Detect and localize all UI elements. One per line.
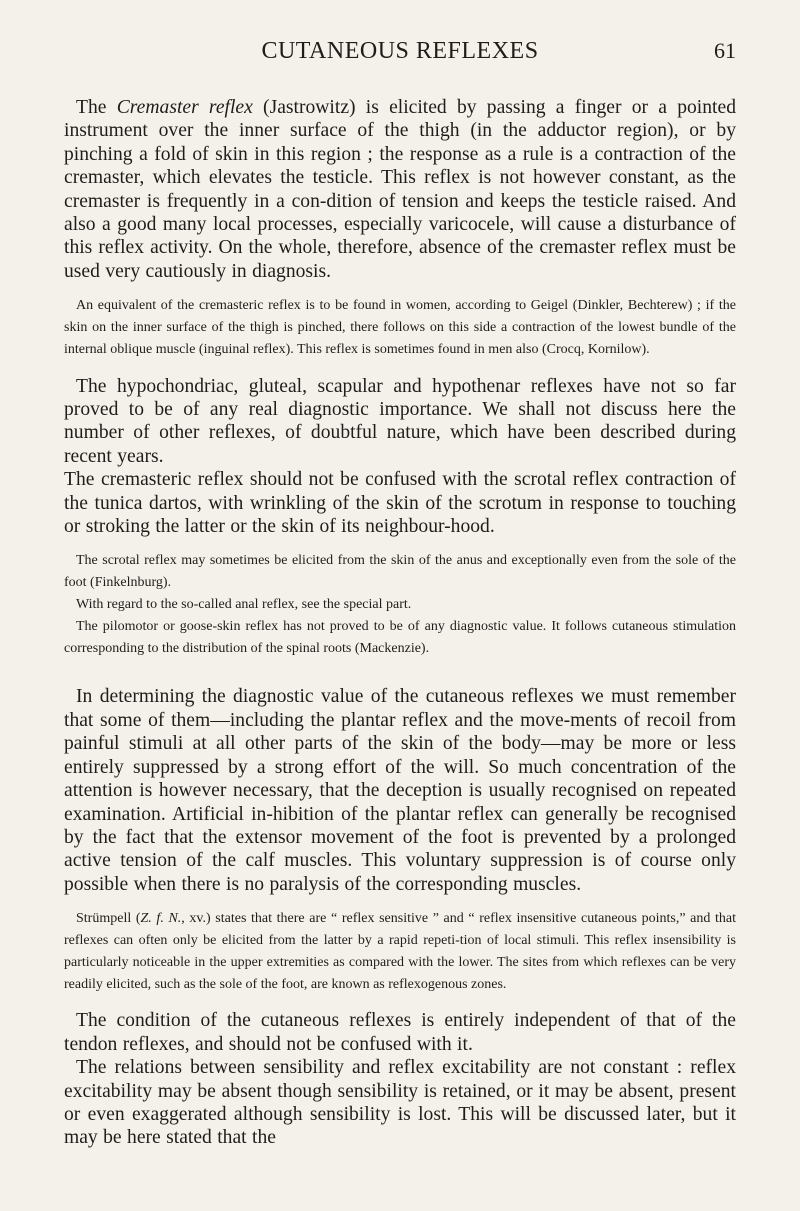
paragraph-diagnostic-value: In determining the diagnostic value of the cutaneous reflexes we must remember that some of them—including the plantar reflex and the move-ments of recoil from painful stimuli at all other parts of the skin of the body—may be more or less entirely suppressed by a strong effort of the will. So much concentration of the attention is however necessary, that the deception is usually recognised on repeated examination. Artificial in-hibition of the plantar reflex can generally be recognised by the fact that the extensor movement of the foot is prevented by a prolonged active tension of the calf muscles. This voluntary suppression is of course only possible when there is no paralysis of the corresponding muscles. bbox=[64, 686, 736, 895]
note-anal-reflex: With regard to the so-called anal reflex, see the special part. bbox=[76, 597, 412, 613]
note-scrotal-reflex: The scrotal reflex may sometimes be elicited from the skin of the anus and exceptionally even from the sole of the foot (Finkelnburg). bbox=[64, 553, 736, 591]
running-head bbox=[64, 36, 736, 76]
note-lead: Strümpell ( bbox=[76, 911, 141, 927]
journal-citation: Z. f. N. bbox=[140, 911, 182, 927]
page-body bbox=[64, 96, 736, 1150]
paragraph-lead: The bbox=[76, 97, 117, 118]
paragraph-other-reflexes: The hypochondriac, gluteal, scapular and hypothenar reflexes have not so far proved to be of any real diagnostic importance. We shall not discuss here the number of other reflexes, of doubtful nature, which have been described during recent years. bbox=[64, 375, 736, 467]
term-cremaster-reflex: Cremaster reflex bbox=[116, 97, 253, 118]
note-inguinal-reflex: An equivalent of the cremasteric reflex is to be found in women, according to Geigel (Dinkler, Bechterew) ; if the skin on the inner surface of the thigh is pinched, there follows on this side a contraction of the lowest bundle of the internal oblique muscle (inguinal reflex). This reflex is sometimes found in men also (Crocq, Kornilow). bbox=[64, 298, 736, 357]
paragraph-tendon-independence: The condition of the cutaneous reflexes is entirely independent of that of the tendon reflexes, and should not be confused with it. bbox=[64, 1010, 736, 1055]
running-title: CUTANEOUS REFLEXES bbox=[261, 38, 539, 64]
paragraph-text: (Jastrowitz) is elicited by passing a finger or a pointed instrument over the inner surface of the thigh (in the adductor region), or by pinching a fold of skin in this region ; the response as a rule is a contraction of the cremaster, which elevates the testicle. This reflex is not however constant, as the cremaster is frequently in a con-dition of tension and keeps the testicle raised. And also a good many local processes, especially varicocele, will cause a disturbance of this reflex activity. On the whole, therefore, absence of the cremaster reflex must be used very cautiously in diagnosis. bbox=[64, 97, 736, 282]
paragraph-scrotal-reflex: The cremasteric reflex should not be confused with the scrotal reflex contraction of the tunica dartos, with wrinkling of the skin of the scrotum in response to touching or stroking the latter or the skin of its neighbour-hood. bbox=[64, 469, 736, 538]
page-number: 61 bbox=[714, 38, 736, 63]
note-strumpell bbox=[64, 908, 736, 995]
paragraph-sensibility-relations: The relations between sensibility and reflex excitability are not constant : reflex excitability may be absent though sensibility is retained, or it may be absent, present or even exaggerated although sensibility is lost. This will be discussed later, but it may be here stated that the bbox=[64, 1057, 736, 1149]
note-text: , xv.) states that there are “ reflex sensitive ” and “ reflex insensitive cutaneous points,” and that reflexes can often only be elicited from the latter by a rapid repeti-tion of local stimuli. This reflex insensibility is particularly noticeable in the upper extremities as compared with the lower. The sites from which reflexes can be very readily elicited, such as the sole of the foot, are known as reflexogenous zones. bbox=[64, 911, 737, 992]
note-pilomotor-reflex: The pilomotor or goose-skin reflex has not proved to be of any diagnostic value. It follows cutaneous stimulation corresponding to the distribution of the spinal roots (Mackenzie). bbox=[64, 618, 736, 656]
paragraph-cremaster-reflex bbox=[64, 96, 736, 283]
